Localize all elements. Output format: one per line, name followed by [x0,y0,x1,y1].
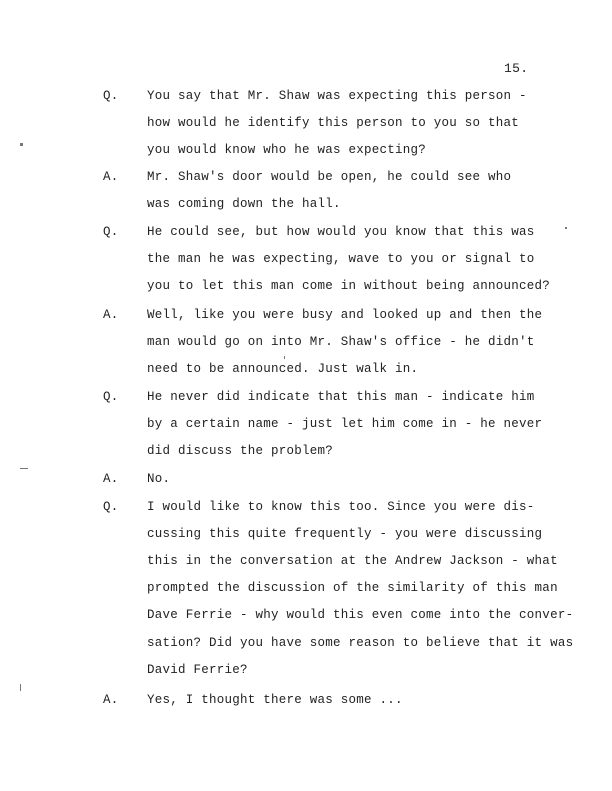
transcript-line: Yes, I thought there was some ... [147,693,403,707]
transcript-line: need to be announced. Just walk in. [147,362,419,376]
transcript-line: cussing this quite frequently - you were discussing [147,527,543,541]
speaker-label: Q. [103,390,119,404]
scan-mark [565,227,567,229]
transcript-line: the man he was expecting, wave to you or signal to [147,252,535,266]
transcript-line: Dave Ferrie - why would this even come into the conver- [147,608,574,622]
transcript-line: was coming down the hall. [147,197,341,211]
scan-mark [20,143,23,146]
transcript-line: by a certain name - just let him come in - he never [147,417,543,431]
transcript-line: No. [147,472,171,486]
speaker-label: Q. [103,225,119,239]
scan-mark [20,468,28,469]
scan-mark [284,356,285,359]
transcript-line: man would go on into Mr. Shaw's office - he didn't [147,335,535,349]
transcript-line: you would know who he was expecting? [147,143,427,157]
speaker-label: A. [103,308,119,322]
transcript-line: He never did indicate that this man - indicate him [147,390,535,404]
speaker-label: A. [103,693,119,707]
speaker-label: A. [103,170,119,184]
transcript-line: I would like to know this too. Since you were dis- [147,500,535,514]
transcript-line: He could see, but how would you know that this was [147,225,535,239]
speaker-label: A. [103,472,119,486]
transcript-line: sation? Did you have some reason to believe that it was [147,636,574,650]
transcript-line: did discuss the problem? [147,444,334,458]
page-number: 15. [504,61,529,76]
transcript-line: prompted the discussion of the similarity of this man [147,581,558,595]
scan-mark [20,684,21,691]
speaker-label: Q. [103,500,119,514]
transcript-line: Well, like you were busy and looked up and then the [147,308,543,322]
speaker-label: Q. [103,89,119,103]
transcript-line: David Ferrie? [147,663,248,677]
transcript-line: Mr. Shaw's door would be open, he could see who [147,170,512,184]
transcript-line: this in the conversation at the Andrew Jackson - what [147,554,558,568]
transcript-line: how would he identify this person to you so that [147,116,520,130]
transcript-line: you to let this man come in without being announced? [147,279,551,293]
transcript-line: You say that Mr. Shaw was expecting this person - [147,89,527,103]
